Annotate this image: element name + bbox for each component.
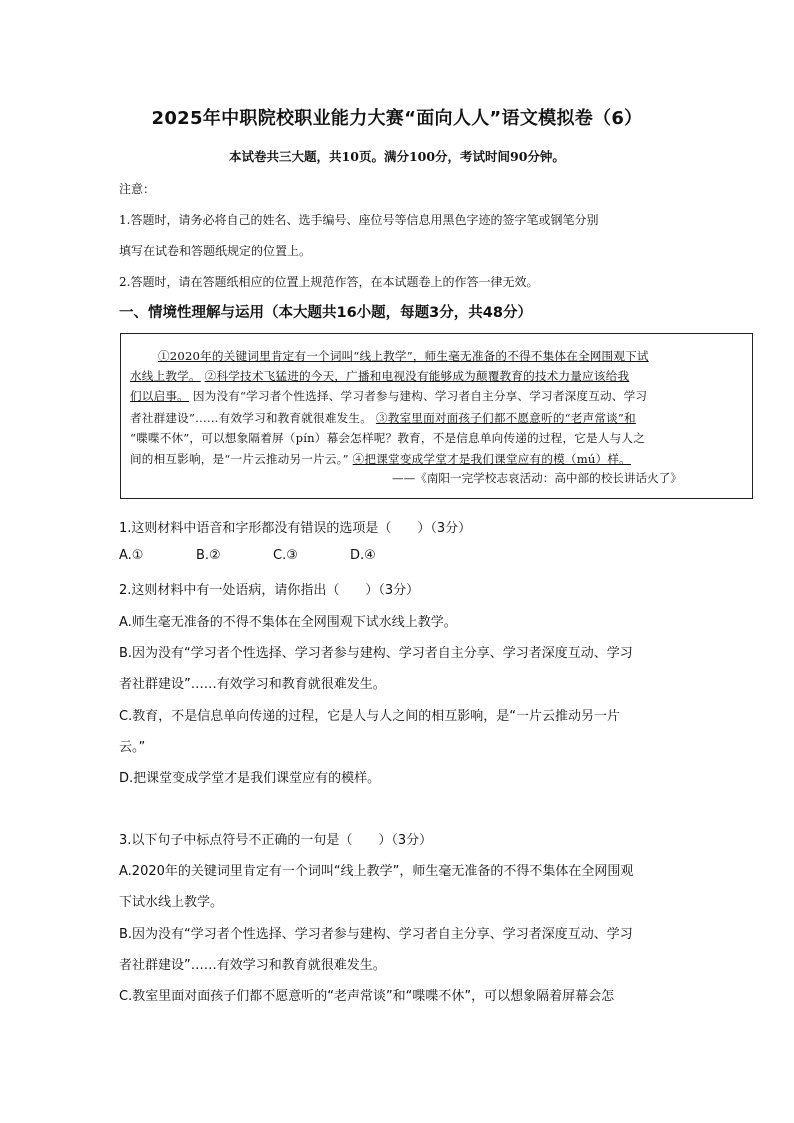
material-underlined-text: 水线上教学。 — [130, 369, 201, 383]
material-text: 间的相互影响，是“一片云推动另一片云。” — [130, 452, 349, 466]
option-b-continued: 者社群建设”……有效学习和教育就很难发生。 — [119, 958, 386, 973]
material-text: “喋喋不休”，可以想象隔着屏（pín）幕会怎样呢？教育，不是信息单向传递的过程，它是人与人之 — [130, 431, 645, 445]
material-line — [130, 451, 631, 467]
material-line — [130, 368, 629, 384]
note-line: 2.答题时，请在答题纸相应的位置上规范作答，在本试题卷上的作答一律无效。 — [119, 275, 539, 289]
option-b[interactable]: B.② — [196, 548, 221, 563]
material-underlined-text: ④把课堂变成学堂才是我们课堂应有的模（mú）样。 — [352, 452, 631, 466]
material-underlined-text: ③教室里面对面孩子们都不愿意听的“老声常谈”和 — [375, 411, 636, 425]
option-b[interactable]: B.因为没有“学习者个性选择、学习者参与建构、学习者自主分享、学习者深度互动、学习 — [119, 646, 633, 661]
material-source: ——《南阳一完学校志哀活动：高中部的校长讲话火了》 — [392, 471, 682, 485]
option-c-continued: 云。” — [119, 740, 146, 755]
option-b-continued: 者社群建设”……有效学习和教育就很难发生。 — [119, 677, 386, 692]
option-c[interactable]: C.教室里面对面孩子们都不愿意听的“老声常谈”和“喋喋不休”，可以想象隔着屏幕会怎 — [119, 989, 615, 1004]
option-d[interactable]: D.④ — [350, 548, 376, 563]
material-text: 因为没有“学习者个性选择、学习者参与建构、学习者自主分享、学习者深度互动、学习 — [192, 389, 648, 403]
section-heading: 一、情境性理解与运用（本大题共16小题，每题3分，共48分） — [119, 305, 532, 321]
note-line: 填写在试卷和答题纸规定的位置上。 — [119, 244, 312, 258]
question-3: 3.以下句子中标点符号不正确的一句是（ ）（3分） — [119, 833, 433, 848]
exam-info: 本试卷共三大题，共10页。满分100分，考试时间90分钟。 — [229, 149, 565, 164]
page-title: 2025年中职院校职业能力大赛“面向人人”语文模拟卷（6） — [151, 108, 643, 129]
material-text: 者社群建设”……有效学习和教育就很难发生。 — [130, 411, 373, 425]
material-line — [130, 430, 645, 446]
option-a-continued: 下试水线上教学。 — [119, 895, 224, 910]
option-c[interactable]: C.③ — [273, 548, 298, 563]
material-underlined-text: ①2020年的关键词里肯定有一个词叫“线上教学”，师生毫无准备的不得不集体在全网围观下试 — [158, 349, 649, 363]
material-underlined-text: ②科学技术飞猛进的今天，广播和电视没有能够成为颠覆教育的技术力量应该给我 — [204, 369, 630, 383]
question-1: 1.这则材料中语音和字形都没有错误的选项是（ ）（3分） — [119, 521, 472, 536]
material-line — [130, 410, 636, 426]
notes-label: 注意： — [119, 182, 156, 196]
question-2: 2.这则材料中有一处语病，请你指出（ ）（3分） — [119, 583, 420, 598]
option-a[interactable]: A.① — [119, 548, 144, 563]
note-line: 1.答题时，请务必将自己的姓名、选手编号、座位号等信息用黑色字迹的签字笔或钢笔分别 — [119, 213, 599, 227]
option-a[interactable]: A.2020年的关键词里肯定有一个词叫“线上教学”，师生毫无准备的不得不集体在全网围观 — [119, 864, 634, 879]
option-a[interactable]: A.师生毫无准备的不得不集体在全网围观下试水线上教学。 — [119, 615, 457, 630]
material-line — [158, 348, 649, 364]
material-line — [130, 388, 647, 404]
material-underlined-text: 们以启事。 — [130, 389, 189, 403]
option-c[interactable]: C.教育，不是信息单向传递的过程，它是人与人之间的相互影响，是“一片云推动另一片 — [119, 709, 620, 724]
option-b[interactable]: B.因为没有“学习者个性选择、学习者参与建构、学习者自主分享、学习者深度互动、学习 — [119, 927, 633, 942]
option-d[interactable]: D.把课堂变成学堂才是我们课堂应有的模样。 — [119, 771, 381, 786]
